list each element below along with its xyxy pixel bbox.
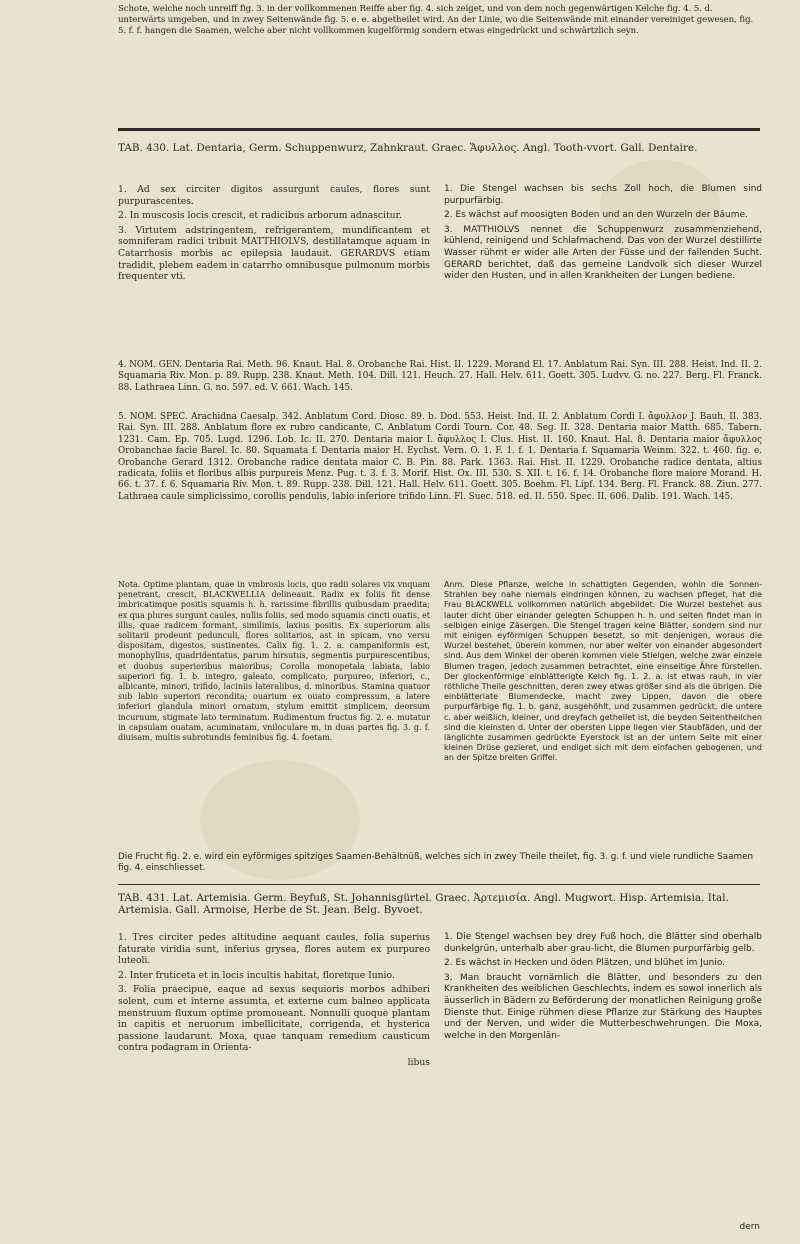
continued-text (118, 4, 760, 37)
german-paragraph: 1. Die Stengel wachsen bis sechs Zoll hoch, die Blumen sind purpurfärbig. (444, 184, 762, 206)
latin-paragraph: 2. Inter fruticeta et in locis incultis habitat, floretque Iunio. (118, 969, 395, 981)
latin-paragraph: 3. Virtutem adstringentem, refrigerantem, mundificantem et somniferam radici tribuit MATTHIOLVS, destillatamque aquam in Catarrhosis morbis ac epilepsia laudauit. GERARDVS etiam tradidit, plebem eadem in catarrho omnibusque pulmonum morbis frequenter vti. (118, 224, 430, 283)
german-note-text: Anm. Diese Pflanze, welche in schattigten Gegenden, wohin die Sonnen-Strahlen bey nahe niemals eindringen können, zu wachsen pfleget, hat die Frau BLACKWELL vollkommen natürlich abgebildet. Die Wurzel bestehet aus lauter dicht über einander gelegten Schuppen h. h. und selten findet man in selbigen einige Zäsergen. Die Stengel tragen keine Blätter, sondern sind nur mit einigen eyförmigen Schuppen besetzt, so mit denjenigen, woraus die Wurzel bestehet, überein kommen, nur aber weiter von einander abgesondert sind. Aus dem Winkel der oberen kommen viele Stielgen, welche zwar einzele Blumen tragen, jedoch zusammen betrachtet, eine einseitige Ähre fürstellen. Der glockenförmige einblätterigte Kelch fig. 1. 2. a. ist etwas rauh, in vier röthliche Theile geschnitten, deren zwey etwas größer sind als die übrigen. Die einblätteriate Blumendecke, macht zwey Lippen, davon die obere purpurfärbige fig. 1. b. ganz, ausgehöhlt, und zusammen gedrückt, die untere c. aber weißlich, kleiner, und dreyfach getheilet ist, die beyden Seitentheilchen sind die kleinsten d. Unter der obersten Lippe liegen vier Staubfäden, und der länglichte zusammen gedrückte Eyerstock ist an der untern Seite mit einer kleinen Drüse gezieret, und endiget sich mit dem einfachen gebogenen, und an der Spitze breiten Griffel. (444, 580, 762, 763)
german-paragraph: 1. Die Stengel wachsen bey drey Fuß hoch, die Blätter sind oberhalb dunkelgrün, unterhalb aber grau-licht, die Blumen purpurfärbig gelb. (444, 932, 762, 954)
entry-431-latin-column (118, 932, 430, 1069)
closing-text: Die Frucht fig. 2. e. wird ein eyförmiges spitziges Saamen-Behältnüß, welches sich in zwey Theile theilet, fig. 3. g. f. und viele rundliche Saamen fig. 4. einschliesset. (118, 852, 754, 873)
entry-430-title: TAB. 430. Lat. Dentaria, Germ. Schuppenwurz, Zahnkraut. Graec. Ἄφυλλος. Angl. Tooth-vvort. Gall. Dentaire. (118, 142, 698, 154)
german-paragraph: 2. Es wächst in Hecken und öden Plätzen, und blühet im Junio. (444, 958, 725, 969)
catchword: dern (739, 1222, 760, 1232)
latin-last-word: libus (407, 1056, 430, 1068)
latin-paragraph: 2. In muscosis locis crescit, et radicibus arborum adnascitur. (118, 210, 402, 222)
entry-430-german-note (444, 580, 762, 764)
entry-430-latin-column (118, 184, 430, 286)
latin-paragraph: 1. Ad sex circiter digitos assurgunt caules, flores sunt purpurascentes. (118, 184, 430, 207)
latin-paragraph: 1. Tres circiter pedes altitudine aequant caules, folia superius faturate viridia sunt, inferius grysea, flores autem ex purpureo luteoli. (118, 932, 430, 967)
german-paragraph: 2. Es wächst auf moosigten Boden und an den Wurzeln der Bäume. (444, 210, 748, 221)
latin-note-text: Nota. Optime plantam, quae in vmbrosis locis, quo radii solares vix vnquam penetrant, crescit, BLACKWELLIA delineauit. Radix ex foliis fit dense imbricatimque positis squamis h. h. rarissime fibrillis quibusdam praedita; ex qua plures surgunt caules, nullis foliis, sed modo squamis cincti ouatis, et illis, quae radicem formant, similimis, laxius positis. Ex superiorum alis solitarii prodeunt pedunculi, flores solitarios, ast in spicam, vno versu dispositam, digestos, sustinentes. Calix fig. 1. 2. a. campaniformis est, monophyllus, quadridentatus, parum hirsutus, segmentis purpurescentibus, et duobus superioribus maioribus; Corolla monopetala labiata, labio superiori fig. 1. b. integro, galeato, complicato, purpureo, inferiori, c., albicante, minori, trifido, laciniis lateralibus, d. minoribus. Stamina quatuor sub labio superiori recondita; ouarium ex ouato compressum, a latere inferiori glandula minori ornatum, stylum emittit simplicem, deorsum incuruum, stigmate lato terminatum. Rudimentum fructus fig. 2. e. mutatur in capsulam ouatam, acuminatam, vniloculare m, in duas partes fig. 3. g. f. diuisam, multis subrotundis feminibus fig. 4. foetam. (118, 580, 430, 743)
nomenclature-species (118, 412, 762, 503)
continued-paragraph: Schote, welche noch unreiff fig. 3. in der vollkommenen Reiffe aber fig. 4. sich zeiget, und von dem noch gegenwärtigen Kelche fig. 4. 5. d. unterwärts umgeben, und in zwey Seitenwände fig. 5. e. e. abgetheilet wird. An der Linie, wo die Seitenwände mit einander vereiniget gewesen, fig. 5. f. f. hangen die Saamen, welche aber nicht vollkommen kugelförmig sondern etwas eingedrückt und schwärtzlich seyn. (118, 4, 754, 36)
entry-430-heading (118, 142, 760, 154)
entry-431-german-column (444, 932, 762, 1045)
latin-paragraph: 3. Folia praecipue, eaque ad sexus sequioris morbos adhiberi solent, cum et interne assumta, et externe cum balneo applicata menstruum fluxum optime promoueant. Nonnulli quoque plantam in capitis et neruorum imbellicitate, corrigenda, et hysterica passione laudarunt. Moxa, quae tanquam remedium causticum contra podagram in Orienta- (118, 984, 430, 1054)
entry-431-heading (118, 892, 760, 916)
section-divider (118, 128, 760, 131)
entry-431-title: TAB. 431. Lat. Artemisia. Germ. Beyfuß, St. Johannisgürtel. Graec. Ἀρτεμισία. Angl. Mugwort. Hisp. Artemisia. Ital. Artemisia. Gall. Armoise, Herbe de St. Jean. Belg. Byvoet. (118, 892, 729, 916)
german-paragraph: 3. MATTHIOLVS nennet die Schuppenwurz zusammenziehend, kühlend, reinigend und Schlafmachend. Das von der Wurzel destillirte Wasser rühmt er wider alle Arten der Füsse und der fallenden Sucht. GERARD berichtet, daß das gemeine Landvolk sich dieser Wurzel wider den Husten, und in allen Krankheiten der Lungen bediene. (444, 224, 762, 282)
entry-430-german-column (444, 184, 762, 286)
entry-430-latin-note (118, 580, 430, 743)
nom-gen-paragraph: 4. NOM. GEN. Dentaria Rai. Meth. 96. Knaut. Hal. 8. Orobanche Rai. Hist. II. 1229. Morand El. 17. Anblatum Rai. Syn. III. 288. Heist. Ind. II. 2. Squamaria Riv. Mon. p. 89. Rupp. 238. Knaut. Meth. 104. Dill. 121. Heuch. 27. Hall. Helv. 611. Goett. 305. Ludvv. G. no. 227. Berg. Fl. Franck. 88. Lathraea Linn. G. no. 597. ed. V. 661. Wach. 145. (118, 360, 762, 393)
section-divider (118, 884, 760, 885)
nom-spec-paragraph: 5. NOM. SPEC. Arachidna Caesalp. 342. Anblatum Cord. Diosc. 89. b. Dod. 553. Heist. Ind. II. 2. Anblatum Cordi I. ἄφυλλον J. Bauh. II. 383. Rai. Syn. III. 288. Anblatum flore ex rubro candicante, C. Anblatum Cordi Tourn. Cor. 48. Seg. II. 328. Dentaria maior Matth. 685. Tabern. 1231. Cam. Ep. 705. Lugd. 1296. Lob. Ic. II. 270. Dentaria maior I. ἄφυλλος I. Clus. Hist. II. 160. Knaut. Hal. 8. Dentaria maior ἄφυλλος Orobanchae facie Barel. Ic. 80. Squamata f. Dentaria maior H. Eychst. Vern. O. 1. F. 1. f. 1. Dentaria f. Squamaria Weinm. 322. t. 460. fig. e. Orobanche Gerard 1312. Orobanche radice dentata maior C. B. Pin. 88. Park. 1363. Rai. Hist. II. 1229. Orobanche radice dentata, altius radicata, foliis et floribus albis purpureis Menz. Pug. t. 3. f. 3. Morif. Hist. Ox. III. 530. S. XII. t. 16. f. 14. Orobanche flore maiore Morand. H. 66. t. 37. f. 6. Squamaria Riv. Mon. t. 89. Rupp. 238. Dill. 121. Hall. Helv. 611. Goett. 305. Boehm. Fl. Lipf. 134. Berg. Fl. Franck. 88. Ziun. 277. Lathraea caule simplicissimo, corollis pendulis, labio inferiore trifido Linn. Fl. Suec. 518. ed. II. 550. Spec. II. 606. Dalib. 191. Wach. 145. (118, 412, 762, 502)
nomenclature-genus (118, 360, 762, 394)
german-paragraph: 3. Man braucht vornämlich die Blätter, und besonders zu den Krankheiten des weiblichen Geschlechts, indem es sowol innerlich als äusserlich in Bädern zu Beförderung der monatlichen Reinigung große Dienste thut. Einige rühmen diese Pflanze zur Stärkung des Hauptes und der Nerven, und wider die Mutterbeschwehrungen. Die Moxa, welche in den Morgenlän- (444, 972, 762, 1041)
entry-430-closing (118, 852, 762, 874)
